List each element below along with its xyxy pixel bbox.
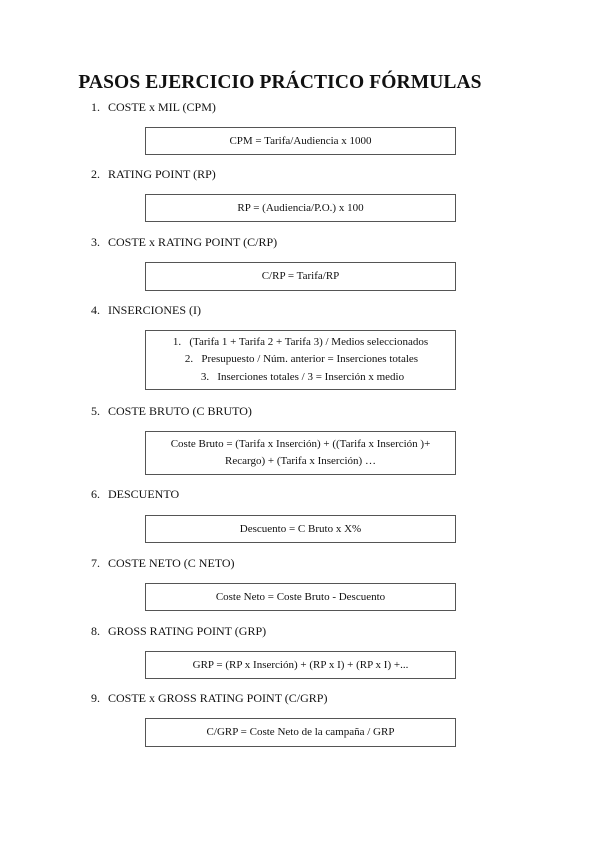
formula-box-crp	[145, 262, 456, 291]
formula-box-coste-bruto	[145, 431, 456, 475]
list-item: 2. Presupuesto / Núm. anterior = Inserciones totales	[184, 353, 419, 366]
formula-text: CPM = Tarifa/Audiencia x 1000	[229, 134, 372, 147]
formula-box-cpm	[145, 127, 456, 155]
list-item: 3. Inserciones totales / 3 = Inserción x medio	[200, 370, 405, 383]
formula-text: Descuento = C Bruto x X%	[239, 522, 362, 535]
formula-box-grp	[145, 651, 456, 679]
formula-box-rp	[145, 194, 456, 222]
step-heading-cgrp: 9. COSTE x GROSS RATING POINT (C/GRP)	[91, 691, 328, 705]
formula-box-cgrp	[145, 718, 456, 747]
step-heading-grp: 8. GROSS RATING POINT (GRP)	[91, 624, 267, 638]
step-heading-crp: 3. COSTE x RATING POINT (C/RP)	[91, 235, 278, 249]
step-heading-coste-bruto: 5. COSTE BRUTO (C BRUTO)	[91, 404, 252, 418]
formula-box-coste-neto	[145, 583, 456, 611]
formula-box-descuento	[145, 515, 456, 543]
formula-text-line-1: Coste Bruto = (Tarifa x Inserción) + ((Tarifa x Inserción )+	[170, 438, 431, 450]
step-heading-rp: 2. RATING POINT (RP)	[91, 167, 216, 181]
step-heading-coste-neto: 7. COSTE NETO (C NETO)	[91, 556, 235, 570]
formula-text: C/GRP = Coste Neto de la campaña / GRP	[206, 726, 395, 738]
sub-step-list	[173, 334, 428, 387]
formula-text: RP = (Audiencia/P.O.) x 100	[237, 201, 364, 214]
page-title: PASOS EJERCICIO PRÁCTICO FÓRMULAS	[78, 72, 482, 93]
formula-text: Coste Neto = Coste Bruto - Descuento	[215, 590, 386, 603]
step-heading-inserciones: 4. INSERCIONES (I)	[91, 303, 201, 317]
formula-text: GRP = (RP x Inserción) + (RP x I) + (RP x I) +...	[192, 658, 409, 671]
step-heading-cpm: 1. COSTE x MIL (CPM)	[91, 100, 216, 114]
formula-text: C/RP = Tarifa/RP	[261, 270, 340, 282]
formula-box-inserciones	[145, 330, 456, 390]
list-item: 1. (Tarifa 1 + Tarifa 2 + Tarifa 3) / Medios seleccionados	[172, 335, 429, 348]
formula-text-line-2: Recargo) + (Tarifa x Inserción) …	[225, 455, 376, 467]
step-heading-descuento: 6. DESCUENTO	[91, 487, 180, 501]
